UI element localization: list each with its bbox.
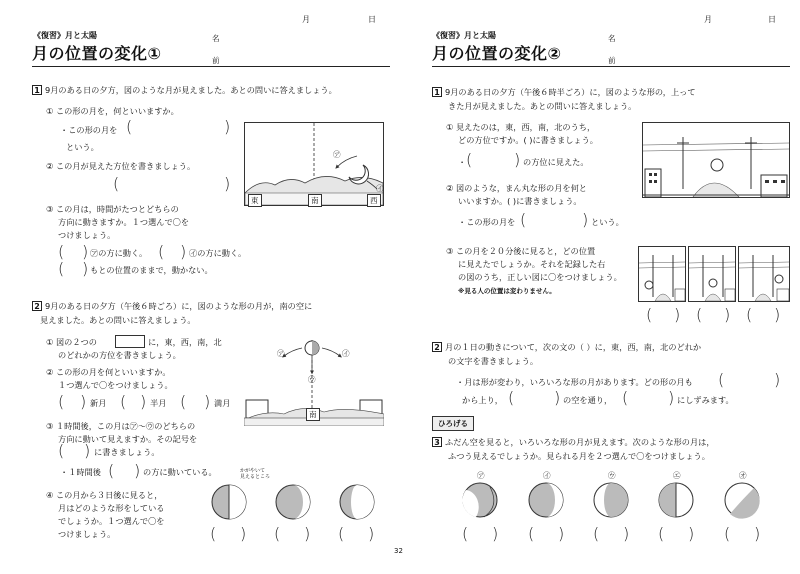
moon-option-half: 半月 bbox=[150, 398, 167, 408]
q1-option-3: もとの位置のままで，動かない。 bbox=[90, 265, 213, 275]
choice-paren[interactable]: ) bbox=[724, 305, 731, 324]
choice-paren[interactable]: ( bbox=[746, 305, 753, 324]
q2-sub2-b: １つ選んで〇をつけましょう。 bbox=[58, 380, 173, 390]
answer-paren-close[interactable]: ) bbox=[774, 370, 781, 389]
q1-sub2-d: という。 bbox=[591, 217, 624, 227]
moon-shape-i[interactable] bbox=[529, 483, 563, 517]
page-number: 32 bbox=[394, 547, 403, 555]
q2-sub1-a: ① 図の２つの bbox=[46, 337, 97, 347]
choice-paren[interactable]: ( bbox=[210, 524, 217, 543]
q1-sub1-c: の方位に見えた。 bbox=[523, 157, 589, 167]
q2-line-2c: にしずみます。 bbox=[677, 395, 734, 405]
question-1-text: 9月のある日の夕方，図のような月が見えました。あとの問いに答えましょう。 bbox=[45, 85, 337, 95]
moon-option-new: 新月 bbox=[90, 398, 107, 408]
question-2-text-a: 月の１日の動きについて，次の文の（ ）に，東，西，南，北のどれか bbox=[445, 342, 702, 352]
half-moon-figure bbox=[244, 336, 384, 426]
q2-sub1-c: のどれかの方位を書きましょう。 bbox=[58, 350, 181, 360]
q1-sub1-a: ① 見えたのは，東，西，南，北のうち， bbox=[446, 122, 596, 132]
moon-position-option-3[interactable] bbox=[738, 246, 790, 302]
answer-paren-open[interactable]: ( bbox=[113, 174, 120, 193]
q1-sub3-note: ※見る人の位置は変わりません。 bbox=[458, 287, 556, 295]
q2-sub4-b: 月はどのような形をしている bbox=[58, 503, 165, 513]
question-1 bbox=[432, 86, 696, 98]
question-number-box: 2 bbox=[432, 342, 442, 352]
choice-paren[interactable]: ( bbox=[58, 259, 65, 278]
crescent-moon-scene bbox=[245, 123, 383, 205]
crescent-moon-figure bbox=[244, 122, 384, 206]
worksheet-subtitle: 《復習》月と太陽 bbox=[33, 31, 97, 40]
answer-paren-close[interactable]: ) bbox=[554, 388, 561, 407]
moon-position-option-1[interactable] bbox=[638, 246, 686, 302]
q1-sub3-a: ③ この月を２０分後に見ると，どの位置 bbox=[446, 246, 596, 256]
figure-label-i: ㋑ bbox=[342, 349, 350, 358]
moon-shape-e[interactable] bbox=[659, 483, 693, 517]
moon-shape-a[interactable] bbox=[462, 483, 497, 517]
title-underline bbox=[432, 66, 790, 67]
moon-option-full: 満月 bbox=[214, 398, 231, 408]
figure-label-a: ㋐ bbox=[277, 349, 285, 358]
name-label-bottom: 前 bbox=[608, 56, 616, 65]
q2-line-2b: の空を通り， bbox=[563, 395, 613, 405]
name-label-top: 名 bbox=[608, 34, 616, 43]
q2-sub4-a: ④ この月から３日後に見ると， bbox=[46, 490, 163, 500]
choice-paren[interactable]: ( bbox=[58, 242, 65, 261]
direction-south: 南 bbox=[306, 408, 320, 421]
answer-paren-close[interactable]: ) bbox=[668, 388, 675, 407]
worksheet-title: 月の位置の変化② bbox=[432, 44, 562, 63]
name-label-top: 名 bbox=[212, 34, 220, 43]
q1-sub3-c: つけましょう。 bbox=[58, 230, 116, 240]
q2-sub3-b: 方向に動いて見えますか。その記号を bbox=[58, 434, 198, 444]
answer-paren-open[interactable]: ( bbox=[108, 461, 115, 480]
choice-paren[interactable]: ) bbox=[674, 305, 681, 324]
direction-east: 東 bbox=[248, 194, 262, 207]
q1-option-2: ㋑の方に動く。 bbox=[189, 248, 247, 258]
choice-paren[interactable]: ) bbox=[240, 524, 247, 543]
answer-paren-close[interactable]: ) bbox=[224, 174, 231, 193]
q2-line-1: ・月は形が変わり，いろいろな形の月があります。どの形の月も bbox=[456, 377, 693, 387]
choice-paren[interactable]: ) bbox=[82, 242, 89, 261]
q1-sub2-b: いいますか。( )に書きましょう。 bbox=[458, 196, 582, 206]
question-3-text-a: ふだん空を見ると，いろいろな形の月が見えます。次のような形の月は， bbox=[445, 437, 715, 447]
option-scene bbox=[739, 247, 789, 301]
figure-label-a: ㋐ bbox=[333, 150, 341, 159]
choice-paren[interactable]: ( bbox=[696, 305, 703, 324]
direction-west: 西 bbox=[367, 194, 381, 207]
choice-paren[interactable]: ( bbox=[724, 524, 731, 543]
q2-sub3-e: の方に動いている。 bbox=[143, 467, 217, 477]
moon-label-o: ㋔ bbox=[739, 471, 747, 480]
q1-sub3-b: に見えたでしょうか。それを記録した右 bbox=[458, 259, 606, 269]
figure-label-i: ㋑ bbox=[376, 184, 384, 193]
choice-paren[interactable]: ) bbox=[204, 392, 211, 411]
day-label: 日 bbox=[768, 15, 776, 24]
moon-position-option-2[interactable] bbox=[688, 246, 736, 302]
choice-paren[interactable]: ) bbox=[140, 392, 147, 411]
moon-label-e: ㋓ bbox=[673, 471, 681, 480]
q2-sub4-c: でしょうか。１つ選んで〇を bbox=[58, 516, 165, 526]
q2-sub1-b: に，東，西，南，北 bbox=[148, 337, 222, 347]
choice-paren[interactable]: ) bbox=[304, 524, 311, 543]
q1-sub2-c: ・この形の月を bbox=[458, 217, 516, 227]
answer-paren-open[interactable]: ( bbox=[718, 370, 725, 389]
question-number-box: 1 bbox=[432, 87, 442, 97]
answer-paren-open[interactable]: ( bbox=[520, 210, 527, 229]
choice-paren[interactable]: ( bbox=[158, 242, 165, 261]
question-2-text-a: 9月のある日の夕方（午後６時ごろ）に，図のような形の月が，南の空に bbox=[45, 301, 313, 311]
q1-sub1: ① この形の月を，何といいますか。 bbox=[46, 106, 179, 116]
q1-sub3-c: の図のうち，正しい図に〇をつけましょう。 bbox=[458, 272, 622, 282]
choice-paren[interactable]: ) bbox=[688, 524, 695, 543]
name-label-bottom: 前 bbox=[212, 56, 220, 65]
choice-paren[interactable]: ( bbox=[274, 524, 281, 543]
moon-phase-option-2[interactable] bbox=[276, 485, 310, 519]
choice-paren[interactable]: ( bbox=[180, 392, 187, 411]
worksheet-subtitle: 《復習》月と太陽 bbox=[432, 31, 496, 40]
answer-paren-open[interactable]: ( bbox=[126, 117, 133, 136]
answer-box[interactable] bbox=[115, 335, 145, 348]
option-scene bbox=[639, 247, 685, 301]
left-worksheet-page bbox=[0, 0, 395, 560]
choice-paren[interactable]: ) bbox=[368, 524, 375, 543]
q1-sub1-b: どの方位ですか。( )に書きましょう。 bbox=[458, 135, 598, 145]
q1-sub2-a: ② 図のような，まん丸な形の月を何と bbox=[446, 183, 587, 193]
right-worksheet-page bbox=[410, 0, 800, 560]
choice-paren[interactable]: ( bbox=[646, 305, 653, 324]
question-2-text-b: の文字を書きましょう。 bbox=[448, 356, 539, 366]
question-3 bbox=[432, 436, 715, 448]
extension-badge: ひろげる bbox=[432, 416, 474, 431]
moon-shape-options bbox=[454, 480, 784, 520]
full-moon-scene bbox=[643, 123, 789, 197]
q2-sub2-a: ② この形の月を何といいますか。 bbox=[46, 367, 171, 377]
moon-phase-options bbox=[205, 482, 390, 522]
moon-label-a: ㋐ bbox=[477, 471, 485, 480]
month-label: 月 bbox=[302, 15, 310, 24]
q2-sub4-d: つけましょう。 bbox=[58, 529, 116, 539]
choice-paren[interactable]: ) bbox=[80, 392, 87, 411]
answer-paren-open[interactable]: ( bbox=[508, 388, 515, 407]
q1-sub2: ② この月が見えた方位を書きましょう。 bbox=[46, 161, 196, 171]
choice-paren[interactable]: ( bbox=[462, 524, 469, 543]
q1-option-1: ㋐の方に動く。 bbox=[90, 248, 148, 258]
answer-paren-open[interactable]: ( bbox=[58, 441, 65, 460]
answer-paren-close[interactable]: ) bbox=[84, 441, 91, 460]
question-number-box: 2 bbox=[32, 301, 42, 311]
moon-phase-option-1[interactable] bbox=[212, 485, 246, 519]
question-2-text-b: 見えました。あとの問いに答えましょう。 bbox=[40, 315, 196, 325]
choice-paren[interactable]: ( bbox=[120, 392, 127, 411]
q2-sub3-d: ・１時間後 bbox=[60, 467, 101, 477]
choice-paren[interactable]: ) bbox=[558, 524, 565, 543]
direction-south: 南 bbox=[308, 194, 322, 207]
question-2 bbox=[432, 341, 701, 353]
moon-label-i: ㋑ bbox=[543, 471, 551, 480]
bullet: ・ bbox=[458, 157, 467, 167]
q2-sub3-a: ③ １時間後，この月は㋐～㋒のどちらの bbox=[46, 421, 196, 431]
choice-paren[interactable]: ( bbox=[593, 524, 600, 543]
question-1-text-b: きた月が見えました。あとの問いに答えましょう。 bbox=[448, 101, 637, 111]
moon-shape-u[interactable] bbox=[594, 483, 628, 517]
moon-label-u: ㋒ bbox=[608, 471, 616, 480]
option-scene bbox=[689, 247, 735, 301]
q1-sub1-line: ・この形の月を bbox=[60, 125, 118, 135]
choice-paren[interactable]: ( bbox=[528, 524, 535, 543]
full-moon-rising-figure bbox=[642, 122, 790, 198]
moon-shape-o[interactable] bbox=[725, 483, 760, 519]
choice-paren[interactable]: ( bbox=[58, 392, 65, 411]
answer-paren-open[interactable]: ( bbox=[622, 388, 629, 407]
choice-paren[interactable]: ( bbox=[658, 524, 665, 543]
answer-paren-close[interactable]: ) bbox=[514, 150, 521, 169]
day-label: 日 bbox=[368, 15, 376, 24]
question-1-text-a: 9月のある日の夕方（午後６時半ごろ）に，図のような形の，上って bbox=[445, 87, 696, 97]
choice-paren[interactable]: ) bbox=[82, 259, 89, 278]
figure-label-u: ㋒ bbox=[308, 375, 316, 384]
answer-paren-close[interactable]: ) bbox=[224, 117, 231, 136]
choice-paren[interactable]: ) bbox=[774, 305, 781, 324]
choice-paren[interactable]: ) bbox=[180, 242, 187, 261]
q2-sub3-c: に書きましょう。 bbox=[94, 447, 160, 457]
question-1 bbox=[32, 84, 337, 96]
question-number-box: 1 bbox=[32, 85, 42, 95]
q1-sub1-tail: という。 bbox=[66, 142, 99, 152]
choice-paren[interactable]: ) bbox=[754, 524, 761, 543]
month-label: 月 bbox=[704, 15, 712, 24]
choice-paren[interactable]: ) bbox=[492, 524, 499, 543]
choice-paren[interactable]: ) bbox=[623, 524, 630, 543]
title-underline bbox=[32, 66, 390, 67]
q1-sub3-b: 方向に動きますか。１つ選んで〇を bbox=[58, 217, 190, 227]
answer-paren-close[interactable]: ) bbox=[582, 210, 589, 229]
moon-phase-option-3[interactable] bbox=[340, 485, 374, 519]
question-number-box: 3 bbox=[432, 437, 442, 447]
glow-note: かがやいて 見えるところ bbox=[240, 468, 271, 480]
q1-sub3-a: ③ この月は，時間がたつとどちらの bbox=[46, 204, 179, 214]
choice-paren[interactable]: ( bbox=[338, 524, 345, 543]
worksheet-title: 月の位置の変化① bbox=[32, 44, 162, 63]
question-2 bbox=[32, 300, 312, 312]
answer-paren-close[interactable]: ) bbox=[134, 461, 141, 480]
question-3-text-b: ふつう見えるでしょうか。見られる月を２つ選んで〇をつけましょう。 bbox=[448, 451, 710, 461]
q2-line-2a: から上り， bbox=[462, 395, 503, 405]
answer-paren-open[interactable]: ( bbox=[466, 150, 473, 169]
